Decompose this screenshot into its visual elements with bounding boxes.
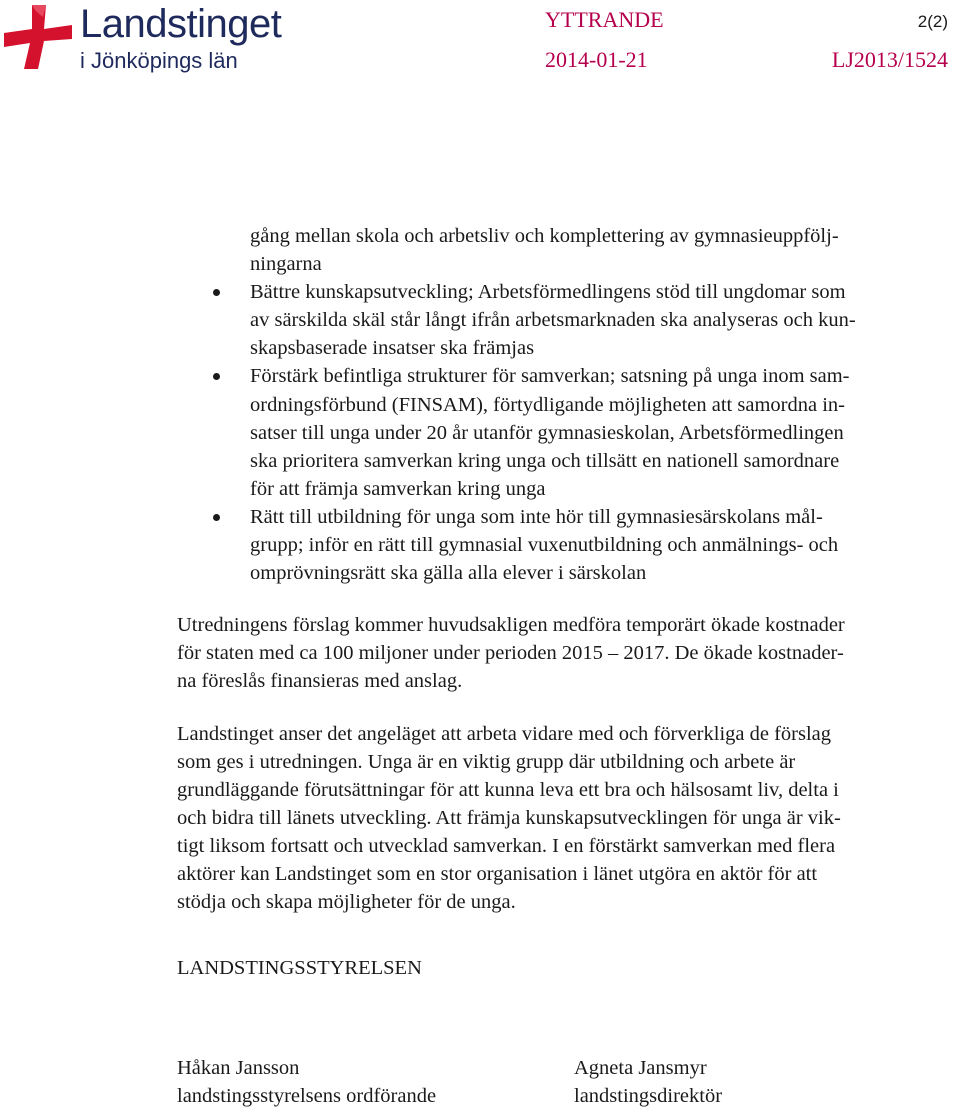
- text-line: Landstinget anser det angeläget att arbeta vidare med och förverkliga de förslag: [177, 722, 832, 745]
- text-line: gång mellan skola och arbetsliv och komplettering av gymnasieuppfölj-: [250, 225, 839, 247]
- bullet-icon: [213, 514, 220, 521]
- text-line: aktörer kan Landstinget som en stor organisation i länet utgöra en aktör för att: [177, 862, 818, 885]
- signer-title: landstingsstyrelsens ordförande: [177, 1085, 437, 1107]
- text-line: Utredningens förslag kommer huvudsakligen medföra temporärt ökade kostnader: [177, 614, 845, 637]
- continued-bullet-text: [177, 222, 960, 278]
- text-line: na föreslås finansieras med anslag.: [177, 670, 463, 693]
- page-number: 2(2): [917, 12, 948, 31]
- signer-chair: [177, 1054, 436, 1110]
- text-line: Rätt till utbildning för unga som inte hör till gymnasiesärskolans mål-: [250, 505, 823, 528]
- organization-logo: [0, 0, 320, 80]
- text-line: Bättre kunskapsutveckling; Arbetsförmedlingens stöd till ungdomar som: [250, 281, 846, 304]
- bullet-icon: [213, 289, 220, 296]
- text-line: tigt liksom fortsatt och utvecklad samverkan. I en förstärkt samverkan med flera: [177, 834, 836, 857]
- text-line: omprövningsrätt ska gälla alla elever i särskolan: [250, 562, 647, 585]
- bullet-item: [177, 278, 960, 362]
- landstinget-cross-icon: [2, 3, 74, 71]
- bullet-list: [177, 278, 960, 587]
- bullet-item: [177, 503, 960, 587]
- paragraph-position: [177, 720, 960, 917]
- document-type: YTTRANDE: [545, 7, 664, 32]
- logo-name: Landstinget: [80, 2, 282, 46]
- text-line: av särskilda skäl står långt ifrån arbetsmarknaden ska analyseras och kun-: [250, 309, 856, 332]
- text-line: som ges i utredningen. Unga är en viktig grupp där utbildning och arbete är: [177, 750, 796, 773]
- signer-name: Agneta Jansmyr: [574, 1057, 707, 1079]
- document-date: 2014-01-21: [545, 47, 648, 72]
- text-line: grundläggande förutsättningar för att kunna leva ett bra och hälsosamt liv, delta i: [177, 778, 839, 801]
- text-line: stödja och skapa möjligheter för de unga.: [177, 891, 516, 914]
- text-line: ningarna: [250, 253, 322, 276]
- paragraph-costs: [177, 611, 960, 695]
- text-line: för att främja samverkan kring unga: [250, 477, 546, 500]
- logo-subtitle: i Jönköpings län: [80, 48, 238, 73]
- signer-title: landstingsdirektör: [574, 1085, 723, 1107]
- text-line: skapsbaserade insatser ska främjas: [250, 337, 535, 360]
- document-body: [177, 222, 960, 982]
- reference-number: LJ2013/1524: [831, 47, 948, 72]
- bullet-icon: [213, 373, 220, 380]
- text-line: grupp; inför en rätt till gymnasial vuxenutbildning och anmälnings- och: [250, 534, 839, 557]
- text-line: Förstärk befintliga strukturer för samverkan; satsning på unga inom sam-: [250, 365, 850, 388]
- text-line: för staten med ca 100 miljoner under perioden 2015 – 2017. De ökade kostnader-: [177, 642, 844, 665]
- text-line: satser till unga under 20 år utanför gymnasieskolan, Arbetsförmedlingen: [250, 421, 844, 444]
- signer-director: [574, 1054, 722, 1110]
- text-line: ordningsförbund (FINSAM), förtydligande möjligheten att samordna in-: [250, 393, 845, 416]
- bullet-item: [177, 362, 960, 502]
- text-line: och bidra till länets utveckling. Att främja kunskapsutvecklingen för unga är vik-: [177, 806, 841, 829]
- signer-name: Håkan Jansson: [177, 1057, 300, 1079]
- text-line: ska prioritera samverkan kring unga och tillsätt en nationell samordnare: [250, 449, 840, 472]
- signing-body: LANDSTINGSSTYRELSEN: [177, 957, 422, 980]
